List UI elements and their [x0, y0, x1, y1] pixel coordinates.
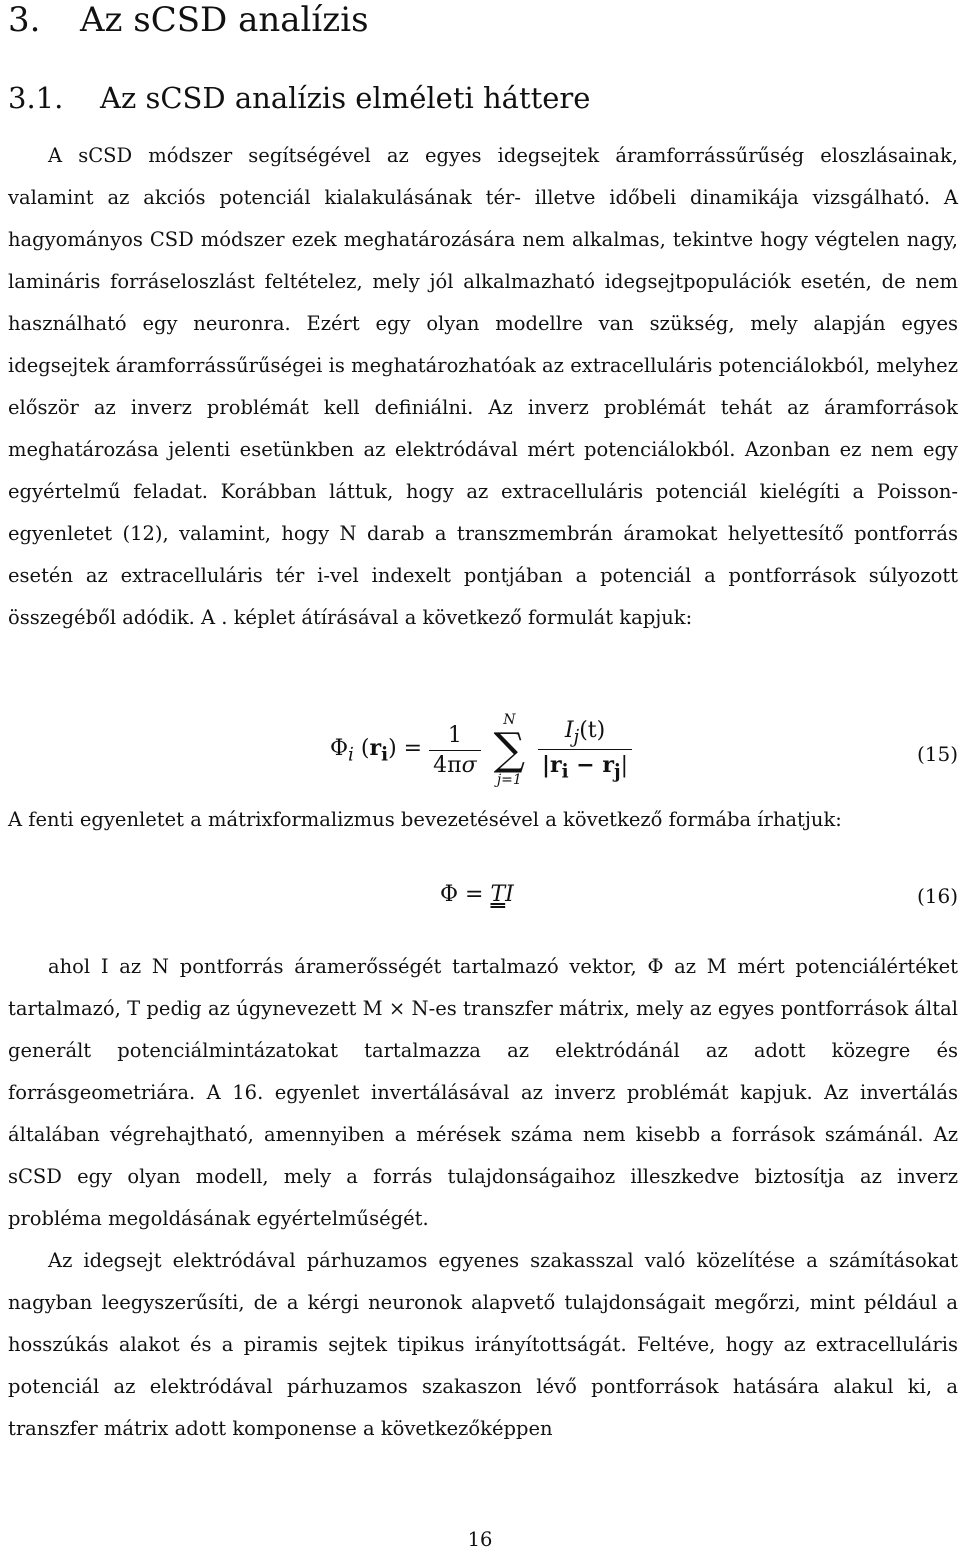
eq15-paren-close: )	[388, 735, 397, 761]
eq15-den-rj: − r	[568, 752, 614, 778]
eq15-den-ri-sub: i	[561, 761, 569, 783]
eq16-transfer-matrix: T	[490, 882, 506, 907]
eq15-arg-sub: i	[381, 744, 389, 766]
paragraph-4: Az idegsejt elektródával párhuzamos egyenes szakasszal való közelítése a számításokat nagyban leegyszerűsíti, de a kérgi neuronok alapvető tulajdonságait megőrzi, mint például a hosszúkás alakot és a piramis sejtek tipikus irányítottságát. Feltéve, hogy az extracelluláris potenciál az elektródával párhuzamos szakaszon lévő pontforrások hatására alakul ki, a transzfer mátrix adott komponense a következőképpen	[8, 1249, 958, 1440]
eq15-current-sub: j	[573, 726, 580, 747]
equation-15-number: (15)	[916, 742, 958, 766]
eq15-den-rj-sub: j	[613, 761, 621, 783]
equation-16-body	[440, 882, 514, 907]
eq16-current-vector: I	[505, 882, 514, 907]
eq15-current: I	[564, 717, 574, 743]
equation-16	[8, 882, 958, 918]
eq15-prefactor-den	[429, 751, 481, 778]
page-number: 16	[467, 1528, 493, 1551]
eq15-four-pi: 4π	[433, 752, 462, 778]
eq15-prefactor	[429, 723, 481, 778]
eq15-sum-upper: N	[503, 712, 516, 728]
paragraph-3: ahol I az N pontforrás áramerősségét tartalmazó vektor, Φ az M mért potenciálértéket tartalmazó, T pedig az úgynevezett M × N-es transzfer mátrix, mely az egyes pontforrások által generált potenciálmintázatokat tartalmazza az elektródánál az adott közegre és forrásgeometriára. A 16. egyenlet invertálásával az inverz problémát kapjuk. Az invertálás általában végrehajtható, amennyiben a mérések száma nem kisebb a források számánál. Az sCSD egy olyan modell, mely a forrás tulajdonságaihoz illeszkedve biztosítja az inverz probléma megoldásának egyértelműségét.	[8, 955, 958, 1230]
subsection-title: Az sCSD analízis elméleti háttere	[100, 81, 591, 115]
paragraph-2: A fenti egyenletet a mátrixformalizmus bevezetésével a következő formába írhatjuk:	[8, 808, 842, 831]
eq15-sigma: σ	[461, 752, 477, 778]
eq15-phi-sub: i	[348, 744, 354, 766]
eq15-lhs	[330, 734, 429, 766]
eq16-phi: Φ	[440, 882, 459, 907]
subsection-heading	[8, 80, 590, 116]
eq15-current-arg: (t)	[579, 717, 606, 743]
eq15-term-den	[538, 750, 632, 782]
equation-15	[8, 712, 958, 800]
eq15-term-num	[538, 718, 632, 750]
eq15-term	[538, 718, 632, 783]
eq15-equals: =	[403, 735, 423, 761]
section-title: Az sCSD analízis	[80, 0, 369, 40]
section-number: 3.	[8, 0, 41, 40]
section-heading	[8, 0, 369, 40]
eq15-paren-open: (	[360, 735, 370, 761]
eq16-equals: =	[465, 882, 484, 907]
eq15-den-close: |	[620, 753, 628, 778]
eq15-arg: r	[369, 734, 382, 761]
equation-16-number: (16)	[916, 884, 958, 908]
equation-15-body	[330, 712, 632, 788]
paragraph-1: A sCSD módszer segítségével az egyes idegsejtek áramforrássűrűség eloszlásainak, valamint az akciós potenciál kialakulásának tér- illetve időbeli dinamikája vizsgálható. A hagyományos CSD módszer ezek meghatározására nem alkalmas, tekintve hogy végtelen nagy, lamináris forráseloszlást feltételez, mely jól alkalmazható idegsejtpopulációk esetén, de nem használható egy neuronra. Ezért egy olyan modellre van szükség, mely alapján egyes idegsejtek áramforrássűrűségei is meghatározhatóak az extracelluláris potenciálokból, melyhez először az inverz problémát kell definiálni. Az inverz problémát tehát az áramforrások meghatározása jelenti esetünkben az elektródával mért potenciálokból. Azonban ez nem egy egyértelmű feladat. Korábban láttuk, hogy az extracelluláris potenciál kielégíti a Poisson-egyenletet (12), valamint, hogy N darab a transzmembrán áramokat helyettesítő pontforrás esetén az extracelluláris tér i-vel indexelt pontjában a potenciál a pontforrások súlyozott összegéből adódik. A . képlet átírásával a következő formulát kapjuk:	[8, 144, 958, 629]
eq15-den-ri: |r	[542, 752, 562, 778]
eq15-sum-symbol: ∑	[493, 724, 526, 775]
eq15-prefactor-num: 1	[429, 723, 481, 751]
eq15-sum-lower: j=1	[496, 772, 522, 788]
eq15-sum	[494, 712, 525, 788]
subsection-number: 3.1.	[8, 81, 64, 115]
eq15-phi: Φ	[330, 735, 349, 761]
